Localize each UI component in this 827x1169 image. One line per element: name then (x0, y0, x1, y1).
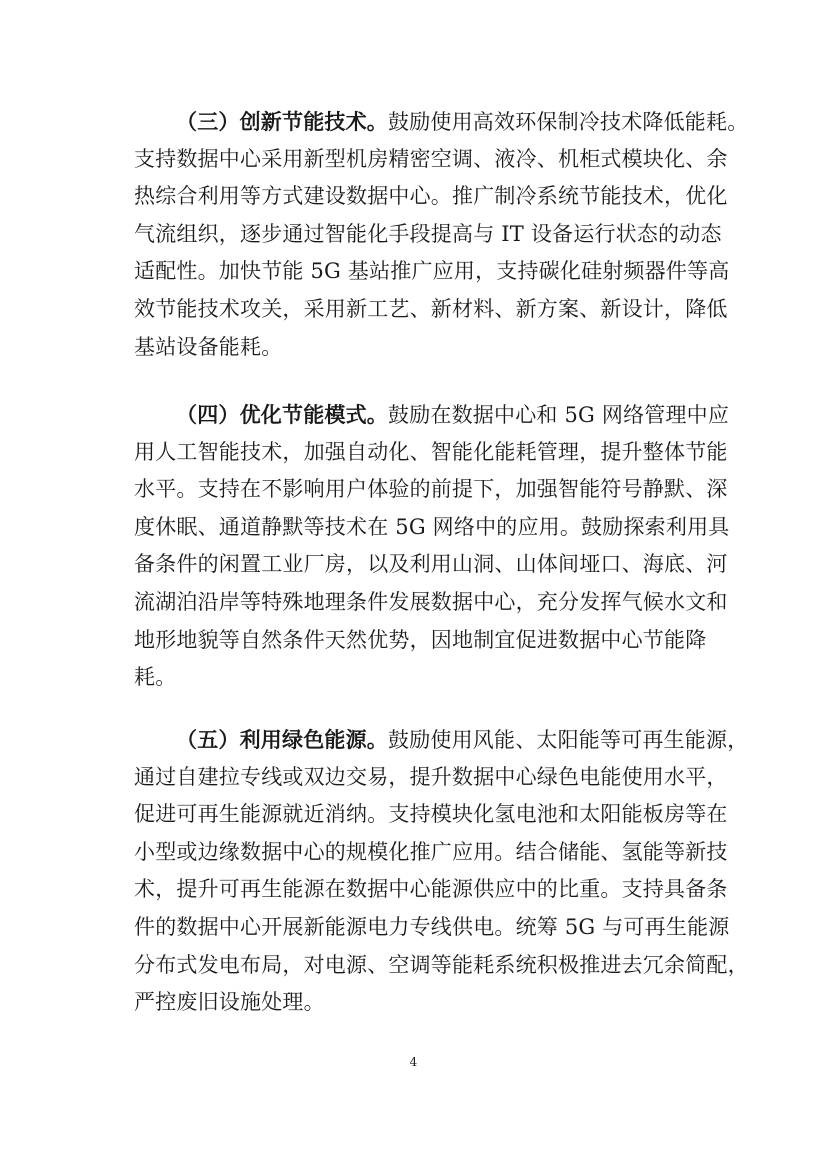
section-text: 鼓励在数据中心和 5G 网络管理中应 (388, 403, 730, 427)
paragraph-line: 通过自建拉专线或双边交易，提升数据中心绿色电能使用水平， (134, 764, 728, 789)
section-text: 鼓励使用风能、太阳能等可再生能源， (388, 728, 749, 752)
paragraph-line: 适配性。加快节能 5G 基站推广应用，支持碳化硅射频器件等高 (134, 259, 730, 284)
paragraph-line: 热综合利用等方式建设数据中心。推广制冷系统节能技术，优化 (134, 184, 728, 209)
section-heading: （四）优化节能模式。 (176, 402, 388, 427)
paragraph-line: 流湖泊沿岸等特殊地理条件发展数据中心，充分发挥气候水文和 (134, 589, 728, 614)
section-use-green-energy (134, 721, 749, 1022)
paragraph-line: 备条件的闲置工业厂房，以及利用山洞、山体间垭口、海底、河 (134, 552, 728, 577)
page-number: 4 (409, 1055, 418, 1069)
section-heading: （五）利用绿色能源。 (176, 727, 388, 752)
paragraph-line: 效节能技术攻关，采用新工艺、新材料、新方案、新设计，降低 (134, 296, 728, 321)
section-first-line (134, 721, 749, 759)
paragraph-line: 耗。 (134, 665, 177, 690)
section-text: 鼓励使用高效环保制冷技术降低能耗。 (388, 110, 749, 134)
paragraph-line: 基站设备能耗。 (134, 334, 283, 359)
paragraph-line: 度休眠、通道静默等技术在 5G 网络中的应用。鼓励探索利用具 (134, 514, 730, 539)
paragraph-line: 支持数据中心采用新型机房精密空调、液冷、机柜式模块化、余 (134, 146, 728, 171)
paragraph-line: 地形地貌等自然条件天然优势，因地制宜促进数据中心节能降 (134, 627, 707, 652)
section-first-line (134, 103, 749, 141)
paragraph-line: 小型或边缘数据中心的规模化推广应用。结合储能、氢能等新技 (134, 839, 728, 864)
section-innovate-energy-saving-tech (134, 103, 749, 366)
paragraph-line: 气流组织，逐步通过智能化手段提高与 IT 设备运行状态的动态 (134, 221, 722, 246)
paragraph-line: 分布式发电布局，对电源、空调等能耗系统积极推进去冗余简配， (134, 952, 749, 977)
paragraph-line: 件的数据中心开展新能源电力专线供电。统筹 5G 与可再生能源 (134, 914, 730, 939)
paragraph-line: 水平。支持在不影响用户体验的前提下，加强智能符号静默、深 (134, 477, 728, 502)
paragraph-line: 促进可再生能源就近消纳。支持模块化氢电池和太阳能板房等在 (134, 802, 728, 827)
section-optimize-energy-saving-mode (134, 396, 730, 697)
paragraph-line: 用人工智能技术，加强自动化、智能化能耗管理，提升整体节能 (134, 439, 728, 464)
section-first-line (134, 396, 730, 434)
paragraph-line: 术，提升可再生能源在数据中心能源供应中的比重。支持具备条 (134, 877, 728, 902)
paragraph-line: 严控废旧设施处理。 (134, 990, 325, 1015)
section-heading: （三）创新节能技术。 (176, 109, 388, 134)
